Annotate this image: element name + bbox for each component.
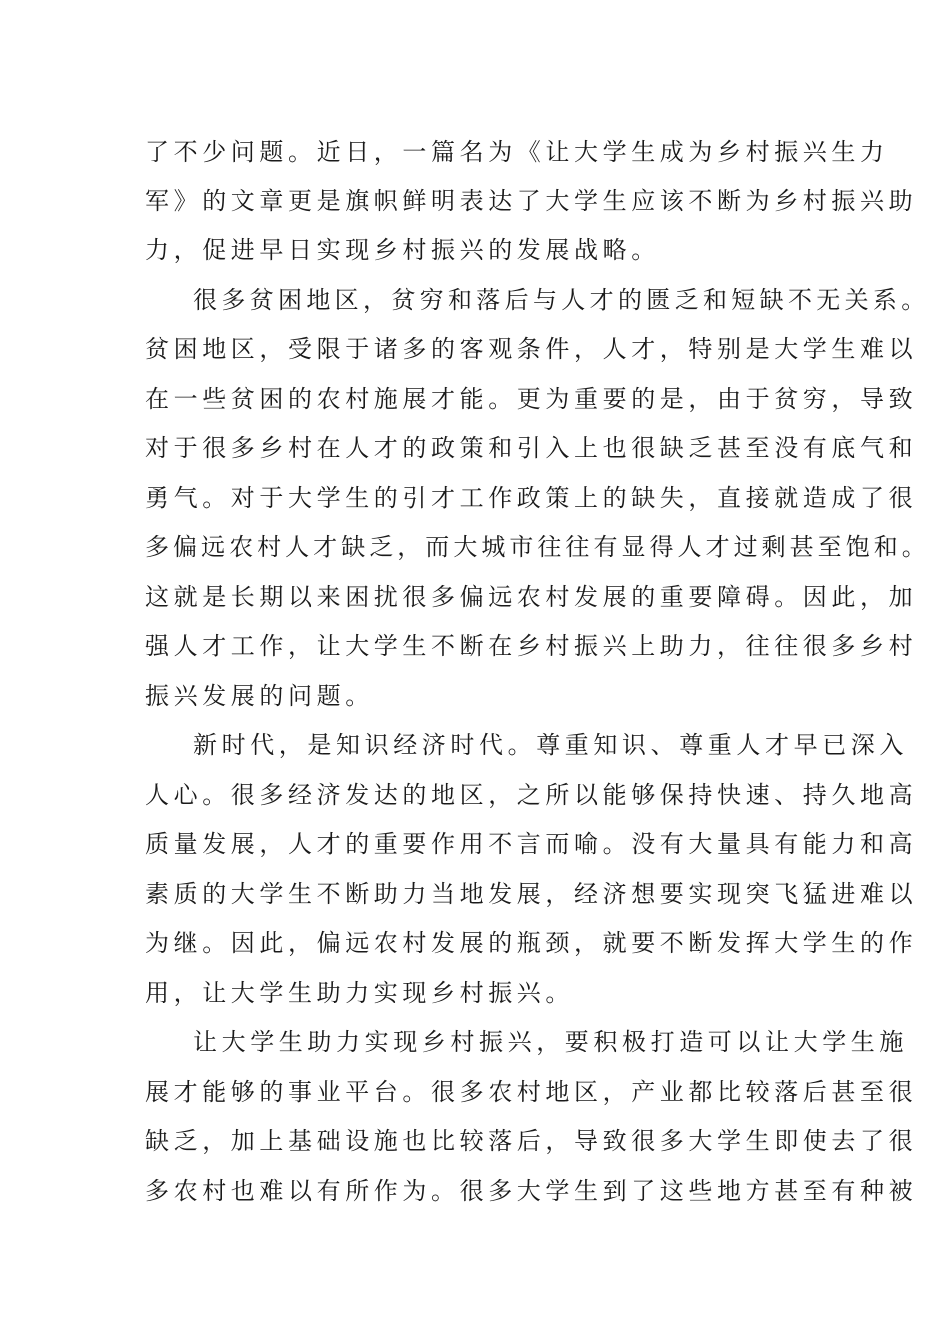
- text-line: 为继。因此，偏远农村发展的瓶颈，就要不断发挥大学生的作: [145, 929, 918, 957]
- text-line: 素质的大学生不断助力当地发展，经济想要实现突飞猛进难以: [145, 880, 918, 908]
- text-line: 多偏远农村人才缺乏，而大城市往往有显得人才过剩甚至饱和。: [145, 533, 930, 561]
- paragraph-first-line: 新时代，是知识经济时代。尊重知识、尊重人才早已深入: [193, 731, 908, 759]
- text-line: 用，让大学生助力实现乡村振兴。: [145, 979, 574, 1007]
- text-line: 勇气。对于大学生的引才工作政策上的缺失，直接就造成了很: [145, 484, 918, 512]
- text-line: 展才能够的事业平台。很多农村地区，产业都比较落后甚至很: [145, 1078, 918, 1106]
- text-line: 在一些贫困的农村施展才能。更为重要的是，由于贫穷，导致: [145, 385, 918, 413]
- text-line: 了不少问题。近日，一篇名为《让大学生成为乡村振兴生力: [145, 138, 889, 166]
- text-line: 对于很多乡村在人才的政策和引入上也很缺乏甚至没有底气和: [145, 434, 918, 462]
- text-line: 多农村也难以有所作为。很多大学生到了这些地方甚至有种被: [145, 1177, 918, 1205]
- text-line: 缺乏，加上基础设施也比较落后，导致很多大学生即使去了很: [145, 1127, 918, 1155]
- text-line: 人心。很多经济发达的地区，之所以能够保持快速、持久地高: [145, 781, 918, 809]
- text-line: 质量发展，人才的重要作用不言而喻。没有大量具有能力和高: [145, 830, 918, 858]
- text-line: 军》的文章更是旗帜鲜明表达了大学生应该不断为乡村振兴助: [145, 187, 918, 215]
- text-line: 贫困地区，受限于诸多的客观条件，人才，特别是大学生难以: [145, 335, 918, 363]
- paragraph-first-line: 让大学生助力实现乡村振兴，要积极打造可以让大学生施: [193, 1028, 908, 1056]
- paragraph-first-line: 很多贫困地区，贫穷和落后与人才的匮乏和短缺不无关系。: [193, 286, 930, 314]
- text-line: 这就是长期以来困扰很多偏远农村发展的重要障碍。因此，加: [145, 583, 918, 611]
- text-line: 强人才工作，让大学生不断在乡村振兴上助力，往往很多乡村: [145, 632, 918, 660]
- text-line: 力，促进早日实现乡村振兴的发展战略。: [145, 236, 660, 264]
- text-line: 振兴发展的问题。: [145, 682, 374, 710]
